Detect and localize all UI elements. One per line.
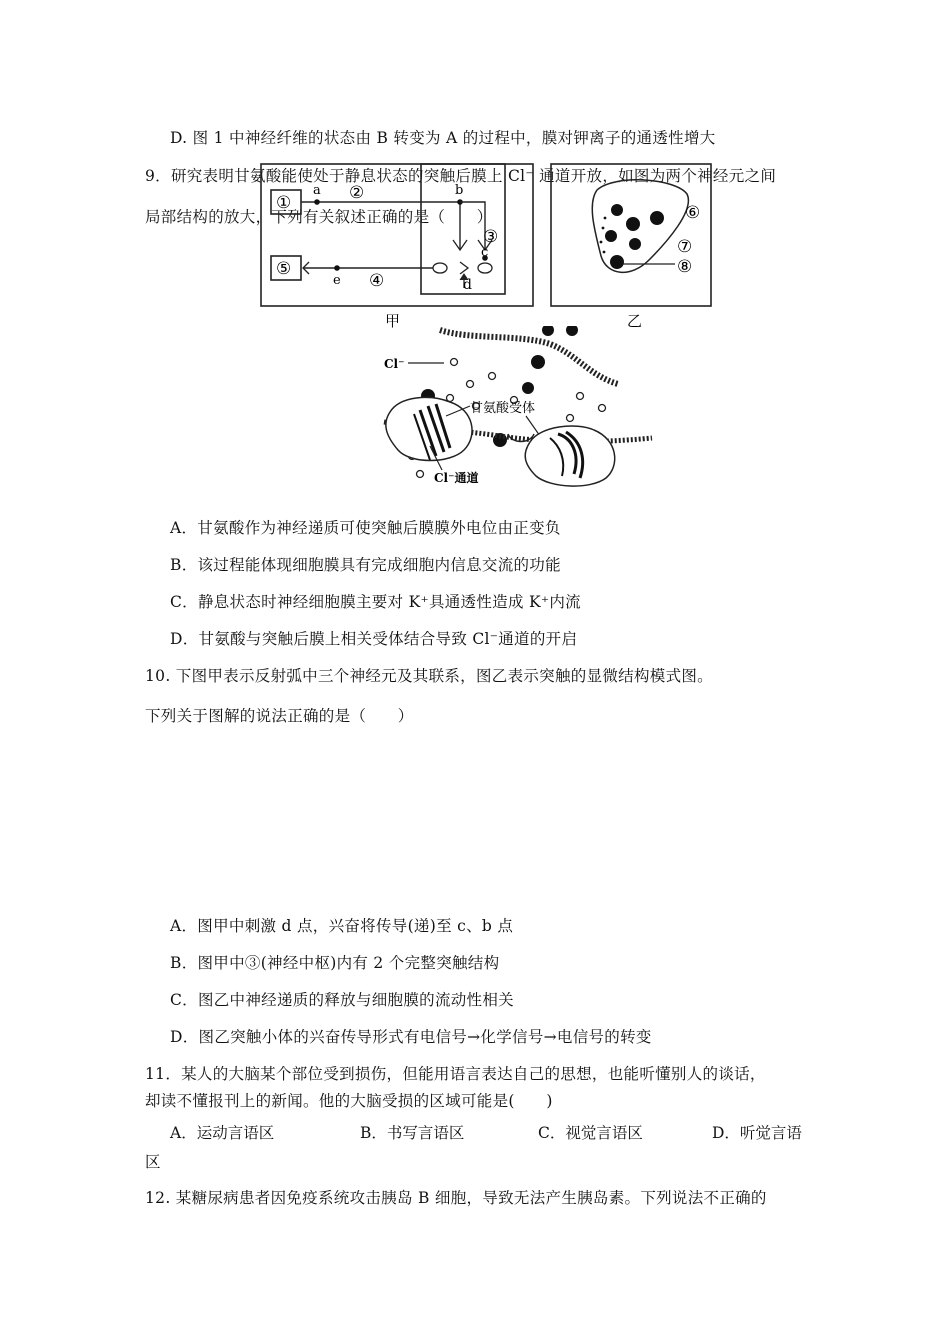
label-d: d <box>463 277 472 293</box>
q12-stem-line1: 12. 某糖尿病患者因免疫系统攻击胰岛 B 细胞，导致无法产生胰岛素。下列说法不正确的 <box>145 1189 767 1207</box>
q9-option-c: C．静息状态时神经细胞膜主要对 K⁺具通透性造成 K⁺内流 <box>170 593 581 611</box>
label-n7: ⑦ <box>677 237 693 257</box>
q11-option-d: D．听觉言语 <box>712 1124 802 1142</box>
q11-stem-line2: 却读不懂报刊上的新闻。他的大脑受损的区域可能是( ) <box>145 1092 553 1110</box>
label-n3: ③ <box>483 227 499 247</box>
q11-option-b: B．书写言语区 <box>360 1124 465 1142</box>
figure-glycine-receptor <box>380 326 655 490</box>
q11-option-c: C．视觉言语区 <box>538 1124 643 1142</box>
synaptic-knob <box>592 180 688 273</box>
label-receptor: 甘氨酸受体 <box>470 401 536 416</box>
figure-jia-yi <box>255 160 720 330</box>
q11-option-d-wrap: 区 <box>145 1153 161 1171</box>
label-jia: 甲 <box>385 312 401 330</box>
q9-option-b: B．该过程能体现细胞膜具有完成细胞内信息交流的功能 <box>170 556 561 574</box>
q9-option-d: D．甘氨酸与突触后膜上相关受体结合导致 Cl⁻通道的开启 <box>170 630 578 648</box>
point-e <box>334 265 340 271</box>
q8-option-d: D. 图 1 中神经纤维的状态由 B 转变为 A 的过程中，膜对钾离子的通透性增大 <box>170 129 716 147</box>
label-n8: ⑧ <box>677 257 693 277</box>
label-c: c <box>481 245 489 260</box>
q10-option-b: B．图甲中③(神经中枢)内有 2 个完整突触结构 <box>170 954 500 972</box>
label-n1: ① <box>276 193 292 213</box>
presynaptic-membrane <box>440 330 618 384</box>
label-cl: Cl⁻ <box>384 357 405 371</box>
label-b: b <box>455 183 464 198</box>
label-e: e <box>333 273 341 288</box>
q10-option-c: C．图乙中神经递质的释放与细胞膜的流动性相关 <box>170 991 514 1009</box>
q10-option-d: D．图乙突触小体的兴奋传导形式有电信号→化学信号→电信号的转变 <box>170 1028 652 1046</box>
yi-box <box>551 164 711 306</box>
q11-stem-line1: 11．某人的大脑某个部位受到损伤，但能用语言表达自己的思想，也能听懂别人的谈话， <box>145 1065 766 1083</box>
label-n6: ⑥ <box>685 203 701 223</box>
point-a <box>314 199 320 205</box>
q10-stem-line2: 下列关于图解的说法正确的是（ ） <box>145 707 414 725</box>
label-n2: ② <box>349 183 365 203</box>
afferent-fiber <box>301 202 460 250</box>
label-n4: ④ <box>369 271 385 291</box>
label-n5: ⑤ <box>276 259 292 279</box>
label-a: a <box>313 183 321 198</box>
q11-option-a: A．运动言语区 <box>170 1124 275 1142</box>
label-channel: Cl⁻通道 <box>434 471 479 485</box>
q9-option-a: A．甘氨酸作为神经递质可使突触后膜膜外电位由正变负 <box>170 519 561 537</box>
q10-option-a: A．图甲中刺激 d 点，兴奋将传导(递)至 c、b 点 <box>170 917 514 935</box>
interneuron <box>460 202 485 250</box>
q9-stem-line2: 局部结构的放大，下列有关叙述正确的是（ ） <box>145 208 493 226</box>
q10-stem-line1: 10. 下图甲表示反射弧中三个神经元及其联系，图乙表示突触的显微结构模式图。 <box>145 667 713 685</box>
q9-stem-line1: 9．研究表明甘氨酸能使处于静息状态的突触后膜上 Cl⁻ 通道开放，如图为两个神经元之间 <box>145 167 777 185</box>
label-yi: 乙 <box>627 312 643 330</box>
